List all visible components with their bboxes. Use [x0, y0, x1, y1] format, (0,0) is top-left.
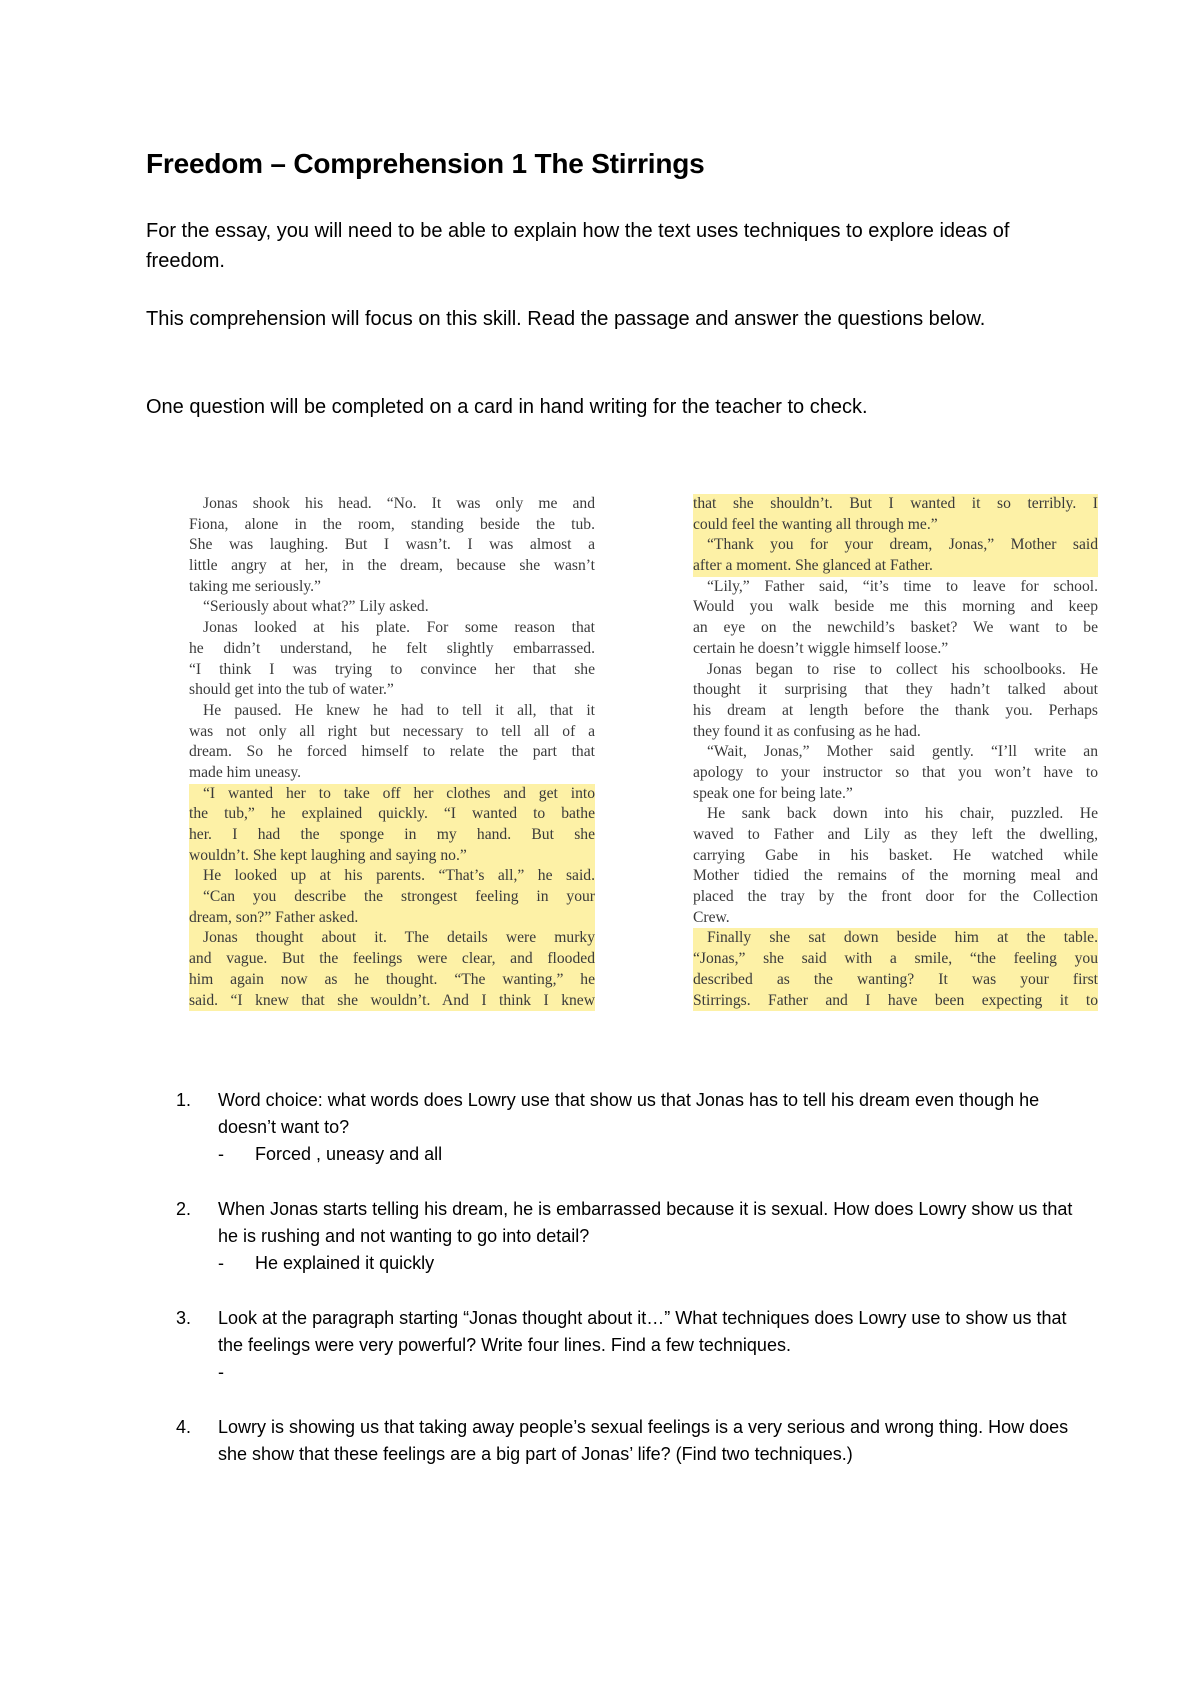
passage-line: made him uneasy. [189, 763, 302, 781]
passage-line: Fiona, alone in the room, standing beside the tub. [189, 515, 595, 533]
passage-line: an eye on the newchild’s basket? We want to be [693, 619, 1098, 637]
passage-line: he didn’t understand, he felt slightly embarrassed. [189, 639, 595, 657]
passage-line-highlighted: “Can you describe the strongest feeling in your [189, 887, 595, 908]
question-text: When Jonas starts telling his dream, he is embarrassed because it is sexual. How does Lowry show us that he is rushing and not wanting to go into detail? [218, 1199, 1073, 1246]
passage-line-highlighted: the tub,” he explained quickly. “I wanted to bathe [189, 804, 595, 825]
passage-line-highlighted: “Jonas,” she said with a smile, “the feeling you [693, 949, 1098, 970]
passage-line-highlighted: He looked up at his parents. “That’s all,” he said. [189, 866, 595, 887]
passage-line-highlighted: dream, son?” Father asked. [189, 908, 595, 929]
passage-line: waved to Father and Lily as they left the dwelling, [693, 826, 1098, 843]
passage-line: “I think I was trying to convince her that she [189, 660, 595, 678]
passage-line: Jonas began to rise to collect his schoolbooks. He [707, 660, 1098, 678]
passage-line: Crew. [693, 908, 730, 926]
passage-line-highlighted: said. “I knew that she wouldn’t. And I think I knew [189, 991, 595, 1012]
question-text: Lowry is showing us that taking away people’s sexual feelings is a very serious and wrong thing. How does she show that these feelings are a big part of Jonas’ life? (Find two techniques.) [218, 1417, 1069, 1464]
passage-line-highlighted: and vague. But the feelings were clear, and flooded [189, 949, 595, 970]
passage-line: they found it as confusing as he had. [693, 722, 921, 740]
passage-line: She was laughing. But I wasn’t. I was almost a [189, 536, 595, 554]
passage-line: Jonas shook his head. “No. It was only me and [203, 495, 595, 512]
passage-line: dream. So he forced himself to relate the part that [189, 743, 595, 761]
passage-line-highlighted: Finally she sat down beside him at the table. [693, 928, 1098, 949]
question-text: Word choice: what words does Lowry use that show us that Jonas has to tell his dream even though he doesn’t want to? [218, 1090, 1040, 1137]
passage-line: “Wait, Jonas,” Mother said gently. “I’ll write an [707, 743, 1098, 761]
intro-paragraph-card: One question will be completed on a card in hand writing for the teacher to check. [146, 396, 868, 418]
passage-line: placed the tray by the front door for the Collection [693, 888, 1098, 906]
answer-text: Forced , uneasy and all [255, 1144, 443, 1164]
passage-line-highlighted: Stirrings. Father and I have been expecting it to [693, 991, 1098, 1012]
answer-line [218, 1359, 255, 1386]
passage-line-highlighted: him again now as he thought. “The wanting,” he [189, 970, 595, 991]
passage-line: his dream at length before the thank you. Perhaps [693, 701, 1098, 719]
passage-line-highlighted: wouldn’t. She kept laughing and saying no.” [189, 846, 595, 867]
passage-line: should get into the tub of water.” [189, 681, 394, 699]
passage-line-highlighted: Jonas thought about it. The details were murky [189, 928, 595, 949]
question-number: 1. [176, 1090, 192, 1110]
passage-line: Mother tidied the remains of the morning meal and [693, 867, 1098, 885]
passage-line: apology to your instructor so that you won’t have to [693, 763, 1098, 781]
passage-line: taking me seriously.” [189, 577, 321, 595]
page-title: Freedom – Comprehension 1 The Stirrings [146, 148, 705, 179]
answer-bullet: - [218, 1362, 224, 1382]
passage-left-column [189, 494, 595, 1011]
passage-line: Would you walk beside me this morning and keep [693, 598, 1098, 616]
passage-line-highlighted: could feel the wanting all through me.” [693, 515, 1098, 536]
answer-bullet: - [218, 1253, 224, 1273]
passage-line-highlighted: described as the wanting? It was your first [693, 970, 1098, 991]
question-number: 3. [176, 1308, 192, 1328]
question-text: Look at the paragraph starting “Jonas thought about it…” What techniques does Lowry use to show us that the feelings were very powerful? Write four lines. Find a few techniques. [218, 1308, 1067, 1355]
passage-line: speak one for being late.” [693, 784, 853, 802]
passage-line: He paused. He knew he had to tell it all, that it [203, 701, 595, 719]
passage-line: Jonas looked at his plate. For some reason that [203, 619, 595, 637]
answer-text: He explained it quickly [255, 1253, 435, 1273]
passage-line-highlighted: after a moment. She glanced at Father. [693, 556, 1098, 577]
answer-line [218, 1141, 442, 1168]
passage-line: was not only all right but necessary to tell all of a [189, 722, 595, 740]
intro-paragraph-skill: This comprehension will focus on this skill. Read the passage and answer the questions below. [146, 308, 986, 330]
passage-line: He sank back down into his chair, puzzled. He [707, 805, 1098, 823]
passage-line-highlighted: her. I had the sponge in my hand. But she [189, 825, 595, 846]
passage-right-column [693, 494, 1098, 1011]
passage-line: carrying Gabe in his basket. He watched while [693, 846, 1098, 864]
passage-line: certain he doesn’t wiggle himself loose.” [693, 639, 949, 657]
question-number: 2. [176, 1199, 192, 1219]
passage-line-highlighted: “I wanted her to take off her clothes and get into [189, 784, 595, 805]
answer-bullet: - [218, 1144, 224, 1164]
question-number: 4. [176, 1417, 192, 1437]
answer-line [218, 1250, 434, 1277]
passage-line: thought it surprising that they hadn’t talked about [693, 681, 1098, 699]
passage-line-highlighted: “Thank you for your dream, Jonas,” Mother said [693, 535, 1098, 556]
passage-line: little angry at her, in the dream, because she wasn’t [189, 557, 595, 575]
intro-paragraph-essay: For the essay, you will need to be able to explain how the text uses techniques to explore ideas of freedom. [146, 220, 1010, 272]
passage-line: “Lily,” Father said, “it’s time to leave for school. [707, 577, 1098, 595]
passage-line: “Seriously about what?” Lily asked. [203, 598, 429, 616]
passage-line-highlighted: that she shouldn’t. But I wanted it so terribly. I [693, 494, 1098, 515]
